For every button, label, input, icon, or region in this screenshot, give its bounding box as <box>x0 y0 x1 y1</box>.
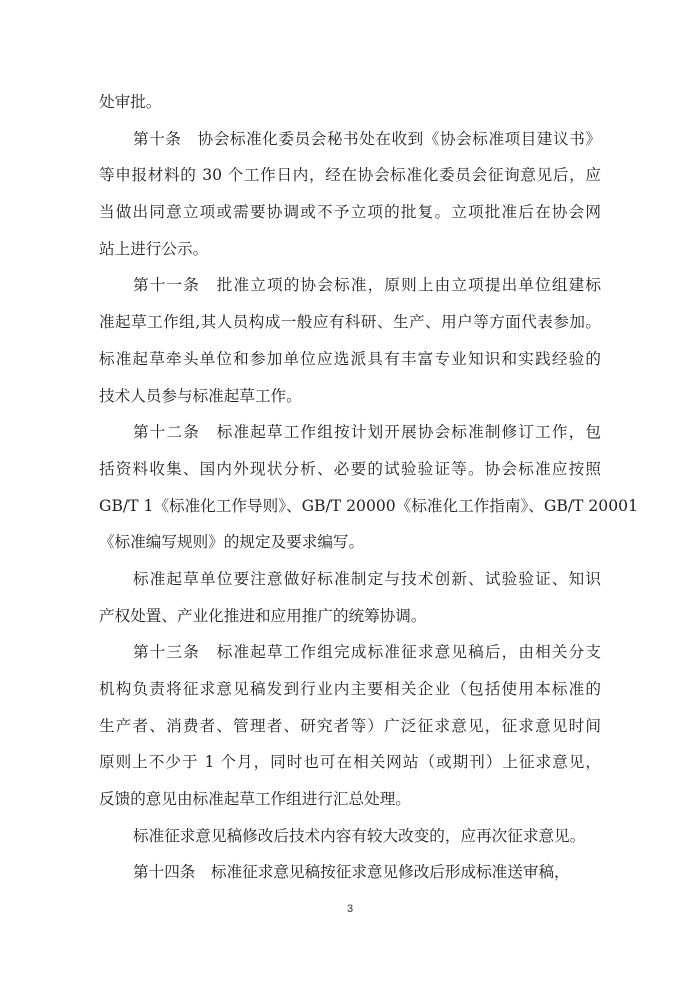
text-line: 括资料收集、国内外现状分析、必要的试验验证等。协会标准应按照 <box>99 459 601 478</box>
text-line: 标准起草牵头单位和参加单位应选派具有丰富专业知识和实践经验的 <box>99 349 601 368</box>
text-line: 机构负责将征求意见稿发到行业内主要相关企业（包括使用本标准的 <box>99 680 601 698</box>
text-line: 产权处置、产业化推进和应用推广的统筹协调。 <box>99 606 427 625</box>
text-line: 生产者、消费者、管理者、研究者等）广泛征求意见，征求意见时间 <box>99 716 601 735</box>
text-line: 处审批。 <box>99 93 162 111</box>
article-14-heading-line: 第十四条 标准征求意见稿按征求意见修改后形成标准送审稿， <box>133 863 570 882</box>
text-line: 反馈的意见由标准起草工作组进行汇总处理。 <box>99 790 411 809</box>
paragraph-start-line: 标准征求意见稿修改后技术内容有较大改变的，应再次征求意见。 <box>133 826 586 845</box>
text-line: 《标准编写规则》的规定及要求编写。 <box>99 533 365 552</box>
article-12-heading-line: 第十二条 标准起草工作组按计划开展协会标准制修订工作，包 <box>133 423 601 442</box>
text-line: 站上进行公示。 <box>99 239 209 258</box>
page-number: 3 <box>346 903 354 915</box>
text-line: 等申报材料的 30 个工作日内，经在协会标准化委员会征询意见后，应 <box>99 166 601 185</box>
text-line: GB/T 1《标准化工作导则》、GB/T 20000《标准化工作指南》、GB/T 20001 <box>99 496 638 515</box>
text-line: 原则上不少于 1 个月，同时也可在相关网站（或期刊）上征求意见， <box>99 753 601 772</box>
article-13-heading-line: 第十三条 标准起草工作组完成标准征求意见稿后，由相关分支 <box>133 643 601 662</box>
paragraph-start-line: 标准起草单位要注意做好标准制定与技术创新、试验验证、知识 <box>133 569 601 588</box>
body-text <box>99 84 638 891</box>
text-line: 准起草工作组,其人员构成一般应有科研、生产、用户等方面代表参加。 <box>99 313 601 332</box>
text-line: 当做出同意立项或需要协调或不予立项的批复。立项批准后在协会网 <box>99 203 601 222</box>
text-line: 技术人员参与标准起草工作。 <box>99 386 302 405</box>
article-10-heading-line: 第十条 协会标准化委员会秘书处在收到《协会标准项目建议书》 <box>133 129 601 148</box>
article-11-heading-line: 第十一条 批准立项的协会标准，原则上由立项提出单位组建标 <box>133 276 601 295</box>
